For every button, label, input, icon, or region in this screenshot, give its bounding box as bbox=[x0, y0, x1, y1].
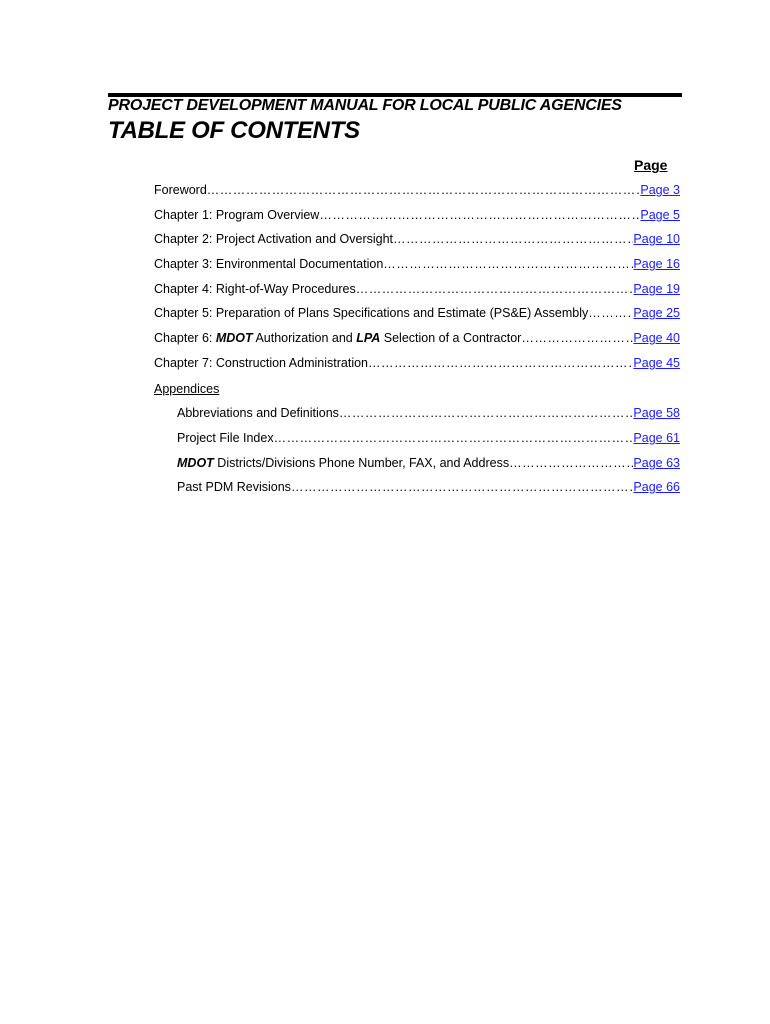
toc-entry-chapter-4 bbox=[154, 281, 680, 297]
toc-label: Chapter 5: Preparation of Plans Specifications and Estimate (PS&E) Assembly bbox=[154, 306, 589, 320]
toc-leader-dots bbox=[368, 355, 633, 371]
page-column-header: Page bbox=[634, 157, 668, 173]
toc-page-link[interactable]: Page 16 bbox=[633, 257, 680, 271]
toc-entry-chapter-7 bbox=[154, 355, 680, 371]
toc-label: Chapter 2: Project Activation and Oversight bbox=[154, 232, 394, 246]
toc-page-link[interactable]: Page 45 bbox=[633, 356, 680, 370]
toc-entry-chapter-3 bbox=[154, 256, 680, 272]
toc-entry-chapter-5 bbox=[154, 305, 680, 321]
toc-label bbox=[154, 330, 521, 346]
toc-page-link[interactable]: Page 3 bbox=[640, 183, 680, 197]
toc-entry-abbreviations bbox=[177, 405, 680, 421]
toc-leader-dots bbox=[339, 405, 634, 421]
toc-page-link[interactable]: Page 5 bbox=[640, 208, 680, 222]
toc-label-suffix: Districts/Divisions Phone Number, FAX, and Address bbox=[213, 456, 510, 470]
toc-page-link[interactable]: Page 63 bbox=[633, 456, 680, 470]
toc-entry-mdot-districts bbox=[177, 455, 680, 471]
toc-leader-dots bbox=[383, 256, 633, 272]
toc-entry-past-pdm-revisions bbox=[177, 479, 680, 495]
toc-entry-chapter-1 bbox=[154, 207, 680, 223]
toc-label: Chapter 4: Right-of-Way Procedures bbox=[154, 282, 356, 296]
toc-entry-chapter-2 bbox=[154, 231, 680, 247]
appendices-heading: Appendices bbox=[154, 382, 220, 396]
toc-page-link[interactable]: Page 58 bbox=[633, 406, 680, 420]
toc-leader-dots bbox=[521, 330, 633, 346]
toc-entry-chapter-6 bbox=[154, 330, 680, 346]
toc-leader-dots bbox=[291, 479, 633, 495]
toc-leader-dots bbox=[509, 455, 633, 471]
toc-page-link[interactable]: Page 40 bbox=[633, 331, 680, 345]
toc-entry-project-file-index bbox=[177, 430, 680, 446]
toc-label: Past PDM Revisions bbox=[177, 480, 291, 494]
toc-page-link[interactable]: Page 66 bbox=[633, 480, 680, 494]
toc-label: Project File Index bbox=[177, 431, 274, 445]
toc-entry-foreword bbox=[154, 182, 680, 198]
page-title: TABLE OF CONTENTS bbox=[108, 117, 360, 144]
toc-leader-dots bbox=[207, 182, 641, 198]
mdot-emphasis: MDOT bbox=[177, 456, 214, 470]
toc-label: Abbreviations and Definitions bbox=[177, 406, 339, 420]
toc-leader-dots bbox=[588, 305, 633, 321]
manual-subtitle: PROJECT DEVELOPMENT MANUAL FOR LOCAL PUBLIC AGENCIES bbox=[108, 97, 622, 114]
toc-label-suffix: Selection of a Contractor bbox=[380, 331, 522, 345]
toc-page-link[interactable]: Page 19 bbox=[633, 282, 680, 296]
lpa-emphasis: LPA bbox=[356, 331, 381, 345]
toc-label bbox=[177, 455, 509, 471]
toc-leader-dots bbox=[393, 231, 633, 247]
toc-label: Foreword bbox=[154, 183, 207, 197]
toc-page-link[interactable]: Page 10 bbox=[633, 232, 680, 246]
toc-page-link[interactable]: Page 25 bbox=[633, 306, 680, 320]
toc-leader-dots bbox=[356, 281, 634, 297]
mdot-emphasis: MDOT bbox=[215, 331, 253, 345]
toc-label: Chapter 7: Construction Administration bbox=[154, 356, 368, 370]
toc-label: Chapter 1: Program Overview bbox=[154, 208, 320, 222]
toc-label-prefix: Chapter 6: bbox=[154, 331, 216, 345]
toc-label-mid: Authorization and bbox=[252, 331, 357, 345]
toc-label: Chapter 3: Environmental Documentation bbox=[154, 257, 384, 271]
toc-leader-dots bbox=[274, 430, 634, 446]
toc-page-link[interactable]: Page 61 bbox=[633, 431, 680, 445]
toc-leader-dots bbox=[319, 207, 640, 223]
